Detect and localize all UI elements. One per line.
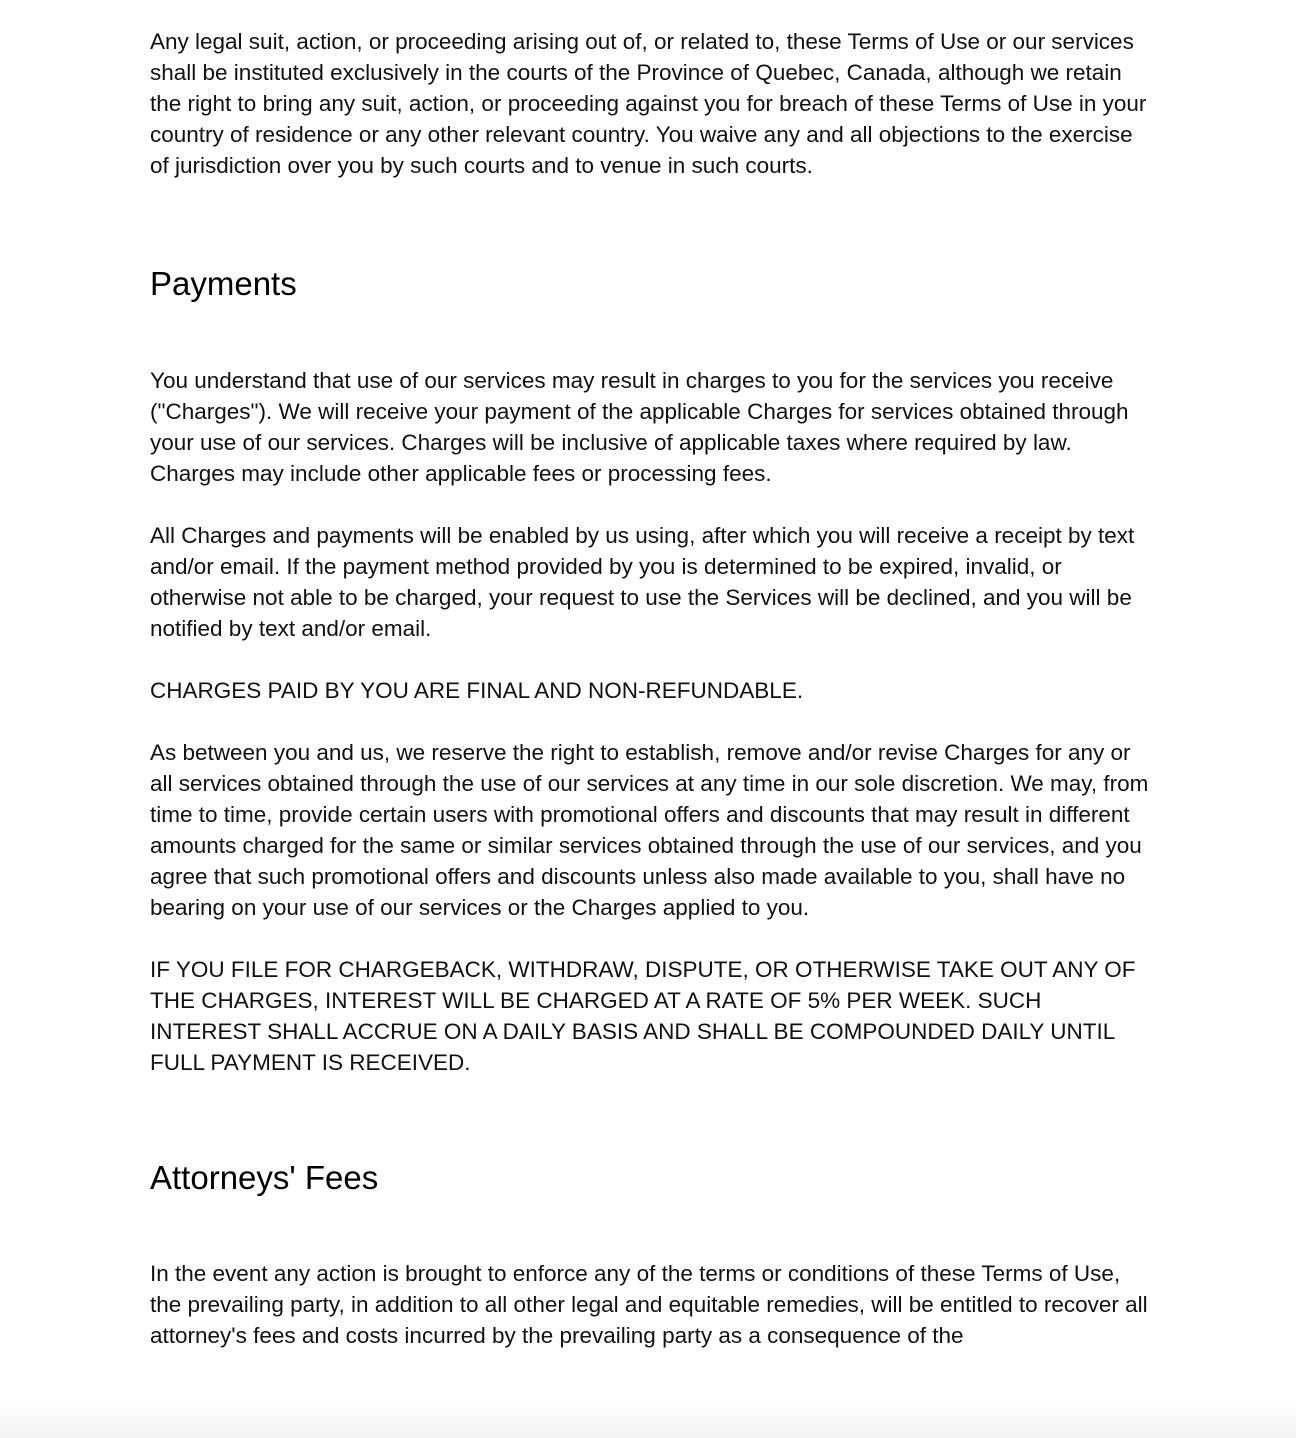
payments-chargeback-interest-paragraph: IF YOU FILE FOR CHARGEBACK, WITHDRAW, DISPUTE, OR OTHERWISE TAKE OUT ANY OF THE CHARGES, INTEREST WILL BE CHARGED AT A RATE OF 5% PER WEEK. SUCH INTEREST SHALL ACCRUE ON A DAILY BASIS AND SHALL BE COMPOUNDED DAILY UNTIL FULL PAYMENT IS RECEIVED. xyxy=(150,957,1136,1075)
payments-charges-paragraph: You understand that use of our services may result in charges to you for the services you receive ("Charges"). We will receive your payment of the applicable Charges for services obtained through your use of our services. Charges will be inclusive of applicable taxes where required by law. Charges may include other applicable fees or processing fees. xyxy=(150,368,1129,486)
bottom-scroll-fade xyxy=(0,1404,1296,1438)
attorneys-fees-heading: Attorneys' Fees xyxy=(150,1159,379,1196)
payments-receipt-paragraph: All Charges and payments will be enabled by us using, after which you will receive a receipt by text and/or email. If the payment method provided by you is determined to be expired, invalid, or otherwise not able to be charged, your request to use the Services will be declined, and you will be notified by text and/or email. xyxy=(150,523,1135,641)
payments-final-notice: CHARGES PAID BY YOU ARE FINAL AND NON-REFUNDABLE. xyxy=(150,678,804,703)
jurisdiction-paragraph: Any legal suit, action, or proceeding arising out of, or related to, these Terms of Use or our services shall be instituted exclusively in the courts of the Province of Quebec, Canada, although we retain the right to bring any suit, action, or proceeding against you for breach of these Terms of Use in your country of residence or any other relevant country. You waive any and all objections to the exercise of jurisdiction over you by such courts and to venue in such courts. xyxy=(150,29,1147,178)
payments-revise-charges-paragraph: As between you and us, we reserve the right to establish, remove and/or revise Charges for any or all services obtained through the use of our services at any time in our sole discretion. We may, from time to time, provide certain users with promotional offers and discounts that may result in different amounts charged for the same or similar services obtained through the use of our services, and you agree that such promotional offers and discounts unless also made available to you, shall have no bearing on your use of our services or the Charges applied to you. xyxy=(150,740,1149,920)
payments-heading: Payments xyxy=(150,265,297,302)
attorneys-fees-paragraph: In the event any action is brought to enforce any of the terms or conditions of these Terms of Use, the prevailing party, in addition to all other legal and equitable remedies, will be entitled to recover all attorney's fees and costs incurred by the prevailing party as a consequence of the xyxy=(150,1261,1148,1348)
terms-document xyxy=(150,26,1150,1351)
